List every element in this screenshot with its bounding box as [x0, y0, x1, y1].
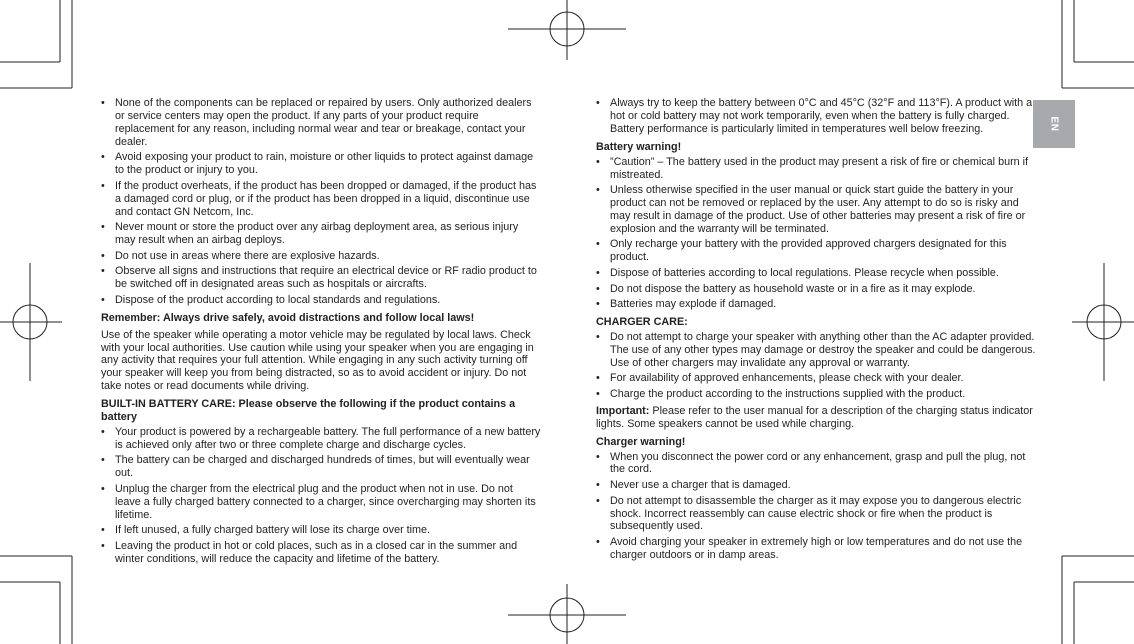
charger-care-heading: CHARGER CARE:	[596, 316, 688, 329]
list-item: • Charge the product according to the instructions supplied with the product.	[596, 388, 1036, 401]
list-item: • None of the components can be replaced or repaired by users. Only authorized dealers or service centers may open the product. If any parts of your product require replacement for any reason, including normal wear and tear or breakage, contact your dealer.	[101, 97, 541, 149]
list-item: • Do not attempt to charge your speaker with anything other than the AC adapter provided. The use of any other types may damage or destroy the speaker and could be dangerous. Use of other chargers may invalidate any approval or warranty.	[596, 331, 1036, 370]
battery-care-heading: BUILT-IN BATTERY CARE: Please observe the following if the product contains a battery	[101, 398, 516, 424]
list-item: • The battery can be charged and discharged hundreds of times, but will eventually wear out.	[101, 454, 541, 480]
important-label: Important:	[596, 404, 650, 417]
list-item: • Your product is powered by a rechargeable battery. The full performance of a new battery is achieved only after two or three complete charge and discharge cycles.	[101, 426, 541, 452]
left-column	[101, 97, 541, 568]
safety-list	[101, 97, 541, 307]
right-column	[596, 97, 1036, 565]
important-note	[596, 405, 1036, 431]
list-item: • Dispose of the product according to local standards and regulations.	[101, 294, 541, 307]
battery-warning-list	[596, 156, 1036, 311]
list-item: • Only recharge your battery with the provided approved chargers designated for this product.	[596, 238, 1036, 264]
language-tab	[1033, 100, 1075, 148]
list-item: • Avoid charging your speaker in extremely high or low temperatures and do not use the charger outdoors or in damp areas.	[596, 536, 1036, 562]
list-item: • ”Caution” – The battery used in the product may present a risk of fire or chemical burn if mistreated.	[596, 156, 1036, 182]
list-item: • For availability of approved enhancements, please check with your dealer.	[596, 372, 1036, 385]
charger-care-list	[596, 331, 1036, 401]
important-text: Please refer to the user manual for a description of the charging status indicator lights. Some speakers cannot be used while charging.	[596, 404, 1033, 430]
list-item: • Unless otherwise specified in the user manual or quick start guide the battery in your product can not be removed or replaced by the user. Any attempt to do so is risky and may result in damage of the product. Use of other batteries may present a risk of fire or explosion and the warranty will be terminated.	[596, 184, 1036, 236]
list-item: • Never mount or store the product over any airbag deployment area, as serious injury may result when an airbag deploys.	[101, 221, 541, 247]
list-item: • Avoid exposing your product to rain, moisture or other liquids to protect against damage to the product or injury to you.	[101, 151, 541, 177]
list-item: • Do not use in areas where there are explosive hazards.	[101, 250, 541, 263]
battery-temperature-list	[596, 97, 1036, 136]
list-item: • Always try to keep the battery between 0°C and 45°C (32°F and 113°F). A product with a hot or cold battery may not work temporarily, even when the battery is fully charged. Battery performance is particularly limited in temperatures well below freezing.	[596, 97, 1036, 136]
remember-paragraph: Use of the speaker while operating a motor vehicle may be regulated by local laws. Check with your local authorities. Use caution while using your speaker when you are engaging in any activity that requires your full attention. While engaging in any such activity turning off your speaker will keep you from being distracted, so as to avoid accident or injury. Do not take notes or read documents while driving.	[101, 328, 534, 393]
list-item: • When you disconnect the power cord or any enhancement, grasp and pull the plug, not the cord.	[596, 451, 1036, 477]
charger-warning-list	[596, 451, 1036, 562]
list-item: • If the product overheats, if the product has been dropped or damaged, if the product has a damaged cord or plug, or if the product has been dropped in a liquid, discontinue use and contact GN Netcom, Inc.	[101, 180, 541, 219]
remember-heading: Remember: Always drive safely, avoid distractions and follow local laws!	[101, 311, 475, 324]
list-item: • Do not dispose the battery as household waste or in a fire as it may explode.	[596, 283, 1036, 296]
battery-care-list	[101, 426, 541, 566]
charger-warning-heading: Charger warning!	[596, 435, 686, 448]
list-item: • Leaving the product in hot or cold places, such as in a closed car in the summer and winter conditions, will reduce the capacity and lifetime of the battery.	[101, 540, 541, 566]
list-item: • Batteries may explode if damaged.	[596, 298, 1036, 311]
list-item: • If left unused, a fully charged battery will lose its charge over time.	[101, 524, 541, 537]
list-item: • Do not attempt to disassemble the charger as it may expose you to dangerous electric shock. Incorrect reassembly can cause electric shock or fire when the product is subsequently used.	[596, 495, 1036, 534]
battery-warning-heading: Battery warning!	[596, 140, 682, 153]
list-item: • Observe all signs and instructions that require an electrical device or RF radio product to be switched off in designated areas such as hospitals or aircrafts.	[101, 265, 541, 291]
list-item: • Unplug the charger from the electrical plug and the product when not in use. Do not leave a fully charged battery connected to a charger, since overcharging may shorten its lifetime.	[101, 483, 541, 522]
language-tab-label: EN	[1048, 116, 1060, 132]
list-item: • Dispose of batteries according to local regulations. Please recycle when possible.	[596, 267, 1036, 280]
list-item: • Never use a charger that is damaged.	[596, 479, 1036, 492]
